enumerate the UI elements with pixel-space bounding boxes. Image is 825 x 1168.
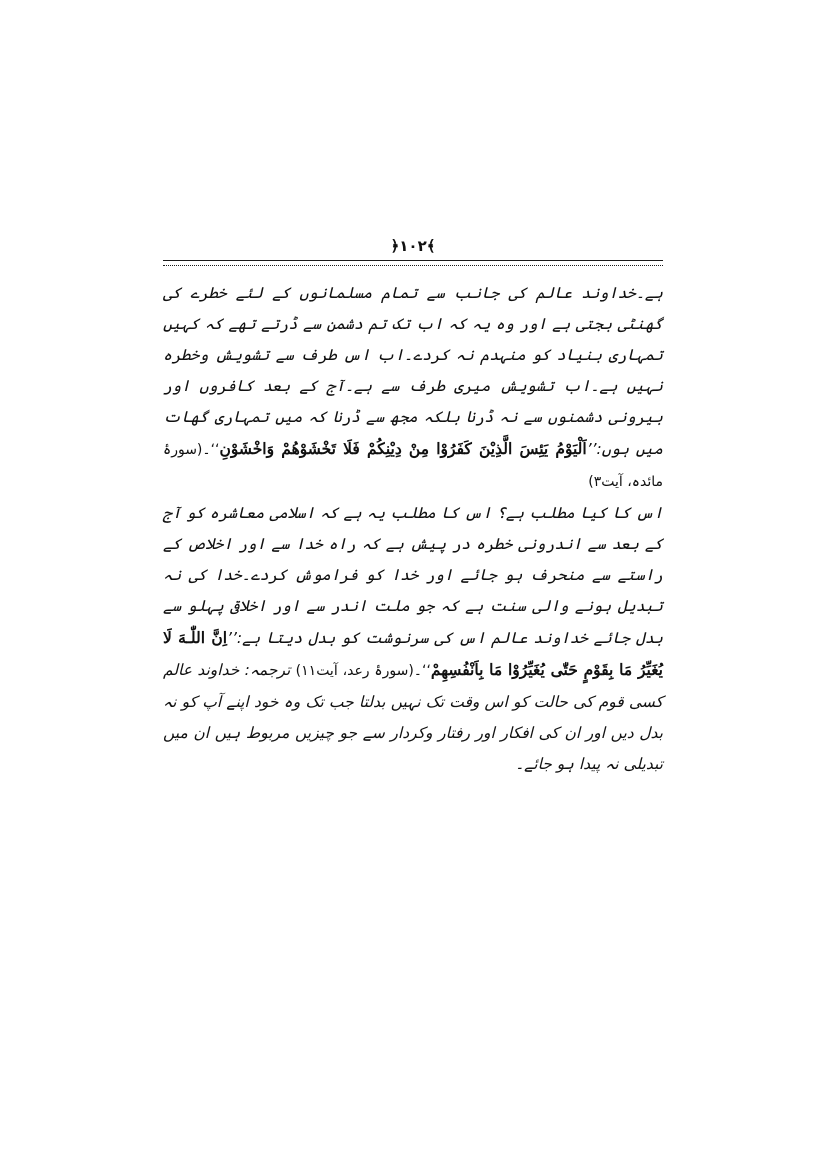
body-text-segment: ہے۔خداوند عالم کی جانب سے تمام مسلمانوں کے لئے خطرے کی گھنٹی بجتی ہے اور وہ یہ کہ اب تک تم دشمن سے ڈرتے تھے کہ کہیں تمہاری بنیاد کو منہدم نہ کردے۔اب اس طرف سے تشویش وخطرہ نہیں ہے۔اب تشویش میری طرف سے ہے۔آج کے بعد کافروں اور بیرونی دشمنوں سے نہ ڈرنا بلکہ مجھ سے ڈرنا کہ میں تمہاری گھات میں ہوں:’’: [163, 284, 663, 458]
verse-reference: ‘‘۔(سورۂ مائدہ، آیت۳): [163, 442, 663, 490]
page-number: ﴿۱۰۲﴾: [390, 237, 436, 255]
body-text-segment: اس کا کیا مطلب ہے؟ اس کا مطلب یہ ہے کہ اسلامی معاشرہ کو آج کے بعد سے اندرونی خطرہ در پیش ہے کہ راہ خدا سے اور اخلاص کے راستے سے منحرف ہو جائے اور خدا کو فراموش کردے۔خدا کی نہ تبدیل ہونے والی سنت ہے کہ جو ملت اندر سے اور اخلاقی پہلو سے بدل جائے خداوند عالم اس کی سرنوشت کو بدل دیتا ہے:’’: [163, 504, 663, 647]
verse-reference: ‘‘۔(سورۂ رعد، آیت۱۱): [295, 663, 431, 679]
translation-text: ترجمہ: خداوند عالم کسی قوم کی حالت کو اس وقت تک نہیں بدلتا جب تک وہ خود اپنے آپ کو نہ بدل دیں اور ان کی افکار اور رفتار وکردار سے جو چیزیں مربوط ہیں ان میں تبدیلی نہ پیدا ہو جائے۔: [163, 661, 663, 773]
page-header: [163, 236, 663, 266]
quran-verse: اَلْيَوْمُ يَئِسَ الَّذِيْنَ كَفَرُوْا مِنْ دِيْنِكُمْ فَلَا تَخْشَوْهُمْ وَاخْشَوْنِ: [219, 439, 587, 458]
paragraph-1: [163, 278, 663, 498]
header-divider: [163, 260, 663, 266]
quran-verse: اِنَّ اللّٰـهَ لَا يُغَيِّرُ مَا بِقَوْمٍ حَتّٰى يُغَيِّرُوْا مَا بِاَنْفُسِهِمْ: [163, 628, 663, 679]
paragraph-2: [163, 498, 663, 780]
page-body: [163, 278, 663, 780]
